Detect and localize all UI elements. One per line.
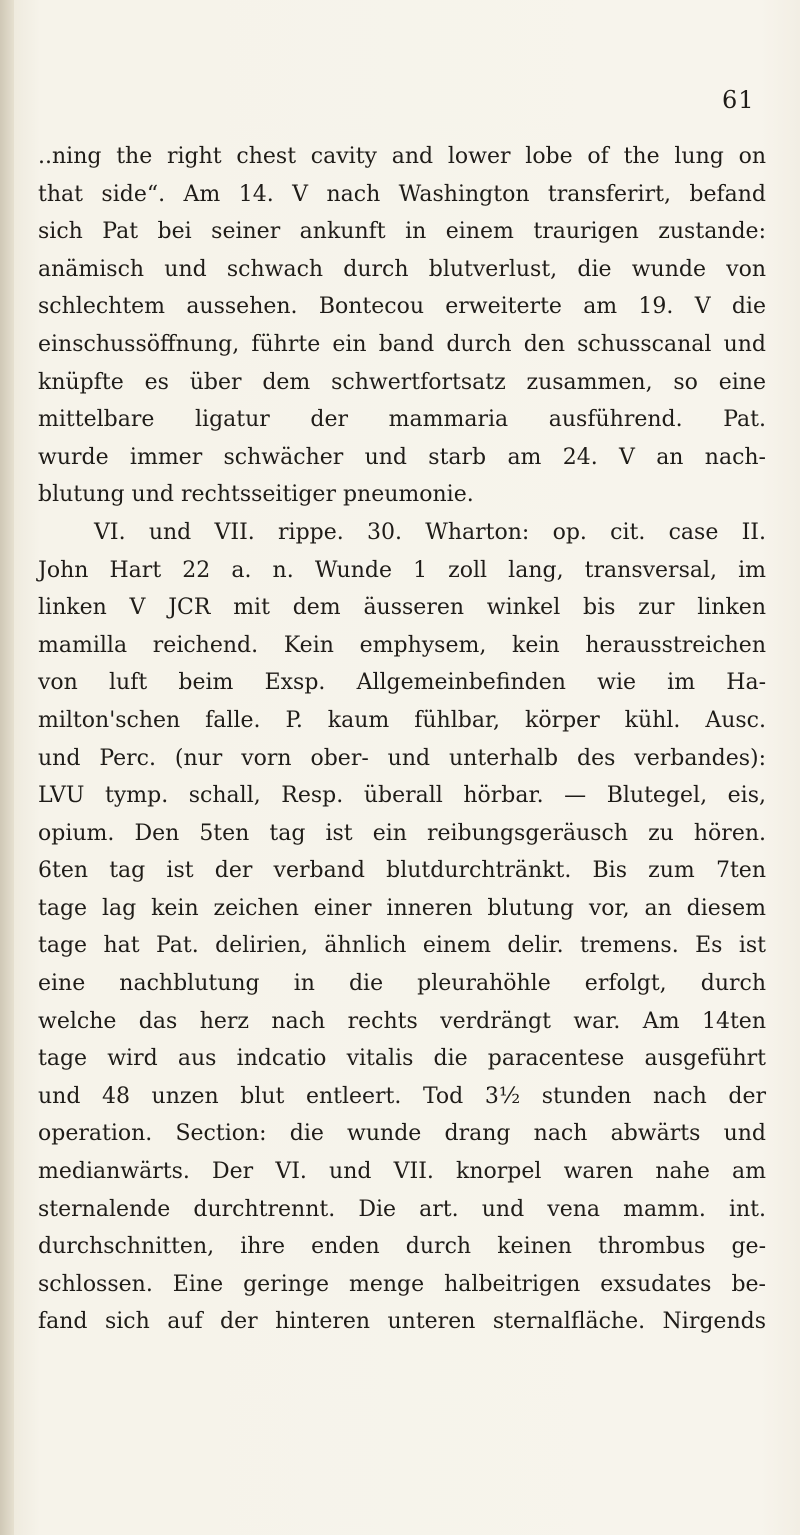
text-line: mamilla reichend. Kein emphysem, kein herausstreichen	[38, 632, 766, 658]
text-line: linken V JCR mit dem äusseren winkel bis zur linken	[38, 595, 766, 621]
text-line: eine nachblutung in die pleurahöhle erfolgt, durch	[38, 971, 766, 997]
text-line: einschussöffnung, führte ein band durch den schusscanal und	[38, 331, 766, 357]
page-number: 61	[722, 86, 755, 114]
text-line: fand sich auf der hinteren unteren sternalfläche. Nirgends	[38, 1309, 766, 1335]
text-line: blutung und rechtsseitiger pneumonie.	[38, 482, 474, 508]
text-line: wurde immer schwächer und starb am 24. V an nach-	[38, 444, 766, 470]
text-line: opium. Den 5ten tag ist ein reibungsgeräusch zu hören.	[38, 820, 766, 846]
text-line: welche das herz nach rechts verdrängt war. Am 14ten	[38, 1008, 766, 1034]
text-line: John Hart 22 a. n. Wunde 1 zoll lang, transversal, im	[38, 557, 766, 583]
text-line: operation. Section: die wunde drang nach abwärts und	[38, 1121, 766, 1147]
text-line: milton'schen falle. P. kaum fühlbar, körper kühl. Ausc.	[38, 707, 766, 733]
text-line: anämisch und schwach durch blutverlust, die wunde von	[38, 256, 766, 282]
text-line: ..ning the right chest cavity and lower lobe of the lung on	[38, 144, 766, 169]
text-line: tage lag kein zeichen einer inneren blutung vor, an diesem	[38, 895, 766, 921]
section-heading-line: VI. und VII. rippe. 30. Wharton: op. cit. case II.	[94, 519, 766, 545]
text-line: durchschnitten, ihre enden durch keinen thrombus ge-	[38, 1234, 766, 1260]
text-line: tage hat Pat. delirien, ähnlich einem delir. tremens. Es ist	[38, 933, 766, 959]
text-line: von luft beim Exsp. Allgemeinbefinden wie im Ha-	[38, 670, 766, 696]
text-line: schlossen. Eine geringe menge halbeitrigen exsudates be-	[38, 1271, 766, 1297]
text-line: und 48 unzen blut entleert. Tod 3½ stunden nach der	[38, 1083, 766, 1109]
body-text	[38, 138, 766, 1341]
text-line: that side“. Am 14. V nach Washington transferirt, befand	[38, 181, 766, 207]
text-line: schlechtem aussehen. Bontecou erweiterte am 19. V die	[38, 294, 766, 320]
text-line: tage wird aus indcatio vitalis die paracentese ausgeführt	[38, 1046, 766, 1072]
text-line: medianwärts. Der VI. und VII. knorpel waren nahe am	[38, 1159, 766, 1185]
text-line: 6ten tag ist der verband blutdurchtränkt. Bis zum 7ten	[38, 858, 766, 884]
text-line: LVU tymp. schall, Resp. überall hörbar. — Blutegel, eis,	[38, 783, 766, 809]
page-gutter-shadow	[0, 0, 14, 1535]
text-line: mittelbare ligatur der mammaria ausführend. Pat.	[38, 407, 766, 433]
text-line: sternalende durchtrennt. Die art. und vena mamm. int.	[38, 1196, 766, 1222]
text-line: knüpfte es über dem schwertfortsatz zusammen, so eine	[38, 369, 766, 395]
text-line: sich Pat bei seiner ankunft in einem traurigen zustande:	[38, 219, 766, 245]
text-line: und Perc. (nur vorn ober- und unterhalb des verbandes):	[38, 745, 766, 771]
